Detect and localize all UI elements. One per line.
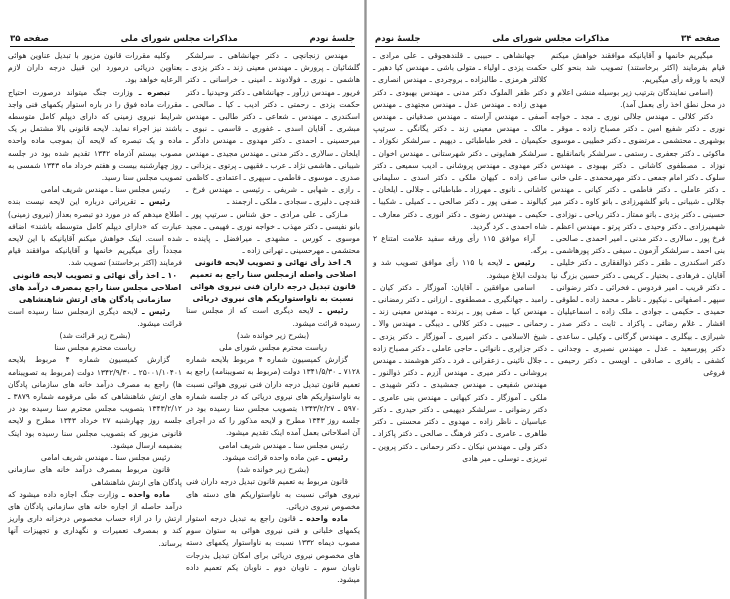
paragraph-text: لایحه با ۱۱۵ رأی موافق تصویب شد و بدولت ابلاغ میشود. [373, 258, 547, 280]
speaker-label: رئیس ـ [318, 306, 349, 316]
paragraph-text: وزارت جنگ میتواند درصورت احتیاج مقررات ماده فوق را در باره استوار یکمهای فنی واجد شرایط نیروی زمینی که دارای دیپلم کامل متوسطه باشند نیز اجراء نماید. لایحه قانونی بالا مشتمل بر یک ماده و یک تبصره که لایحه آن بموجب ماده واحده مصوب بیستم آذرماه ۱۳۴۲ تقدیم شده بود در جلسه روز چهارشنبه بیست و هفتم خرداد ماه ۱۳۴۳ شمسی به تصویب مجلس سنا رسید. [8, 87, 182, 183]
paragraph-text: مـازکی ـ علی مرادی ـ حق شناس ـ سرتیپ پور ـ بانو نفیسی ـ دکتر مهذب ـ خواجه نوری ـ فهیمی ـ مجید موسوی ـ کورس ـ مشهدی ـ میرافضل ـ پاینده ـ محتشمی ـ مهرحسینی ـ تهرانی زاده ـ [186, 209, 360, 256]
paragraph [186, 50, 360, 209]
paragraph [8, 452, 182, 464]
page-header [10, 30, 355, 47]
section-heading [8, 270, 182, 306]
paragraph-text: میگیریم خانمها و آقایانیکه موافقند خواهش میکنم قیام بفرمایند (اکثر برخاستند) تصویب شد بنحو کلی لایحه با ورقه رأی میگیریم. [551, 51, 725, 85]
centered-note [186, 464, 360, 476]
paragraph-text: گزارش کمیسیون شماره ۴ مربوط بلایحه ۲۵۰۰۱/۱۰۴۰۱ ـ ۱۳۴۲/۹/۳۰ دولت (مربوط به تصویبنامه ها) راجع به مصرف درآمد خانه های سازمانی پادگان های ارتش شاهنشاهی که طی مرقومه شماره ۳۸۷۹ ـ ۱۳۴۳/۲/۱۲ بتصویب مجلس محترم سنا رسیده بود در جلسه روز چهارشنبه ۲۷ خرداد ۱۳۴۳ مطرح و لایحه قانونی مزبور که بتصویب مجلس سنا رسیده بود اینک بضمیمه ارسال میشود. [8, 355, 182, 450]
speaker-label: رئیس ـ [141, 197, 170, 207]
centered-note [8, 342, 182, 354]
paragraph-text: لایحه دیگری است که از مجلس سنا رسیده قرائت میشود. [186, 306, 360, 328]
paragraph [186, 209, 360, 258]
paragraph [186, 440, 360, 452]
paragraph-text: وزارت جنگ اجازه داده میشود که درآمد حاصله از اجاره خانه های سازمانی پادگان های ارتش را در ازاء حساب مخصوص درخزانه داری واریز کند و بمصرف تعمیرات و نگهداری و تجهیزات آنها برساند. [8, 489, 182, 548]
speaker-label: ماده واحده ـ [299, 513, 348, 523]
publication-title: مذاکرات مجلس شورای ملی [492, 34, 610, 44]
speaker-label: ماده واحده ـ [121, 489, 170, 499]
centered-note [186, 342, 360, 354]
book-gutter [364, 0, 367, 599]
speaker-label: رئیس ـ [506, 258, 536, 268]
centered-note [186, 330, 360, 342]
paragraph [373, 233, 547, 257]
session-label: جلسهٔ نودم [309, 34, 355, 44]
session-label: جلسهٔ نودم [375, 34, 421, 44]
paragraph-text: (بشرح زیر خوانده شد) [236, 465, 310, 475]
page-number: صفحه ۳۵ [10, 34, 49, 44]
paragraph-text: دکتر کلالی ـ مهندس جلالی نوری ـ مجد ـ خواجه نوری ـ دکتر شفیع امین ـ دکتر مصباح زاده ـ موقر ـ بوشهری ـ محتشمی ـ مرتضوی ـ دکتر خطیبی ـ موسوی ماکوئی ـ دکتر جعفری ـ رستمی ـ سرلشکر باتمانقلیچ ـ نوزاد ـ مصطفوی کاشانی ـ دکتر بهبودی ـ مهندس سلوک ـ دکتر امام جمعی ـ دکتر مهرمحمدی ـ علی خانی ـ دکتر عاملی ـ دکتر فاطمی ـ دکتر کیانی ـ مهندس جلالی ـ شیبانی ـ باتو گلشهرزادی ـ باتو کاوه ـ دکتر میر حسینی ـ دکتر یزدی ـ باتو ممتاز ـ دکتر ریاحی ـ نوزادی ـ شهمیرزادی ـ دکتر وحیدی ـ دکتر پرتو ـ مهندس اعظم ـ فرخ پور ـ سالاری ـ دکتر مدنی ـ امیر احمدی ـ صالحی ـ بنی احمد ـ سرلشکر آزمون ـ سیفی ـ دکتر پورهاشمی ـ دکتر اسکندری ـ ظفر ـ دکتر ذوالفقاری ـ دکتر خلیلی ـ آقایان ـ فرهادی ـ بختیار ـ کریمی ـ دکتر حسین بزرگ نیا ـ دکتر قریب ـ امیر فردوس ـ فخرائی ـ دکتر رضوانی ـ سپهر ـ اصفهانی ـ نیکپور ـ ناظر ـ محمد زاده ـ لطوفی ـ حمیدی ـ حکیمی ـ جوادی ـ ملک زاده ـ اسماعیلیان ـ افشار ـ غلام رضائی ـ پاکزاد ـ ثابت ـ دکتر صدر ـ شیرازی ـ بیگلری ـ مهندس گرگانی ـ وکیلی ـ ساعدی ـ دکتر پورسعید ـ عدل ـ مهندس نصیری ـ وجدانی ـ کشفی ـ باقری ـ صادقی ـ اویسی ـ دکتر رحیمی ـ فروغی [551, 112, 725, 378]
paragraph-text: مهندس زنجانچی ـ دکتر جهانشاهی ـ سرلشکر گلشائیان ـ پرورش ـ مهندس معینی زند ـ دکتر یزدی ـ هاشمی ـ نوری ـ فولادوند ـ امینی ـ خراسانی ـ دکتر فریور ـ مهندس زرآور ـ جهانشاهی ـ دکتر وحیدنیا ـ دکتر حکمت یزدی ـ رحمتی ـ دکتر ادیب ـ کیا ـ صالحی ـ اسکندری ـ مهندس ـ شعاعی ـ دکتر طالبی ـ مهندس مبشری ـ آقایان اسدی ـ غفوری ـ قاسمی ـ نبوی ـ میرحسینی ـ احمدی ـ دکتر مهدوی ـ مهندس دادگر ـ ایلخان ـ سالاری ـ دکتر مدنی ـ مهندس مجیدی ـ مهندس شیبانی ـ هاشمی نژاد ـ عرب ـ فقیهی ـ پرتوی ـ یزدانی ـ صدری ـ موسوی ـ فاطمی ـ سپهری ـ اعتمادی ـ کاظمی ـ رازی ـ شهابی ـ شریفی ـ رئیسی ـ مهندس فرخ ـ قندچی ـ دلیری ـ سجادی ـ ملکی ـ ارجمند ـ [186, 51, 360, 207]
speaker-label: تبصره ـ [138, 87, 170, 97]
paragraph [186, 513, 360, 586]
paragraph-text: قانون مربوط بمصرف درآمد خانه های سازمانی پادگان های ارتش شاهنشاهی [8, 465, 182, 487]
text-column-left [373, 50, 547, 465]
paragraph-text: (بشرح زیر خوانده شد) [236, 330, 310, 340]
paragraph-text: آراء موافق ۱۱۵ رأی ورقه سفید علامت امتناع ۲ برگه. [373, 234, 547, 256]
paragraph-text: تقریراتی درباره این لایحه نیست بنده اطلاع میدهم که در مورد دو تبصره بعداز (نیروی زمینی) عبارت که «دارای دیپلم کامل متوسطه باشند» اضافه شده است. اینک خواهش میکنم آقایانیکه با این لایحه مجدداً رأی میگیریم خانمها و آقایانیکه موافقند قیام فرمایند (اکثر برخاستند) تصویب شد. [8, 197, 182, 268]
paragraph-text: (اسامی نمایندگان بترتیب زیر بوسیله منشی اعلام و در محل نطق اخذ رأی بعمل آمد). [551, 87, 725, 109]
text-column-right [186, 50, 360, 586]
speaker-label: رئیس ـ [321, 452, 348, 462]
paragraph-text: رئیس مجلس سنا ـ مهندس شریف امامی [218, 440, 348, 450]
paragraph-text: ۹ـ اخذ رأی نهائی و تصویب لایحه قانونی اصلاحی واصله ازمجلس سنا راجع به تعمیم قانون تبدیل درجه داران فنی نیروی هوائی نسبت به ناواستواریکم های نیروی دریائی [189, 258, 357, 304]
paragraph [551, 87, 725, 111]
paragraph [8, 87, 182, 185]
text-column-left [8, 50, 182, 550]
page-header [375, 30, 720, 47]
paragraph [8, 306, 182, 330]
paragraph-text: اسامی موافقین ـ آقایان: آموزگار ـ دکتر کیان ـ رامبد ـ جهانگیری ـ مصطفوی ـ ارزانی ـ دکتر رمضانی ـ مهندس کیا ـ صفی پور ـ برنده ـ مهندس معینی زند ـ رحمانی ـ حبیبی ـ دکتر کلالی ـ دیبگی ـ مهندس والا ـ شیخ الاسلامی ـ دکتر امیری ـ آموزگار ـ دکتر یزدی ـ دکتر جزایری ـ نانوائی ـ حاجی عاملی ـ دکتر مصباح زاده ـ جلال نائینی ـ زعفرانی ـ فرد ـ دکتر هوشمند ـ مهندس بروشانی ـ دکتر میری ـ مهندس آزرم ـ دکتر ذوالنور ـ مهندس شفیعی ـ مهندس جمشیدی ـ دکتر شهیدی ـ ملکی ـ آموزگار ـ دکتر کیهانی ـ مهندس بنی عامری ـ دکتر رضوانی ـ سرلشکر دیهیمی ـ دکتر حیدری ـ دکتر عباسیان ـ ناظر زاده ـ مهدوی ـ دکتر محسنی ـ دکتر طاهری ـ عامری ـ دکتر فرهنگ ـ صالحی ـ دکتر پاکزاد ـ دکتر ولی ـ مهندس نیکان ـ دکتر رحمانی ـ دکتر پروین ـ تبریزی ـ توسلی ـ میر هادی [373, 282, 547, 463]
paragraph [8, 354, 182, 452]
paragraph [373, 282, 547, 465]
paragraph [551, 50, 725, 87]
paragraph [186, 452, 360, 464]
paragraph-text: رئیس مجلس سنا ـ مهندس شریف امامی [40, 185, 170, 195]
text-column-right [551, 50, 725, 379]
section-heading [186, 257, 360, 305]
publication-title: مذاکرات مجلس شورای ملی [120, 34, 238, 44]
paragraph-text: وکلیه مقررات قانون مزبور با تبدیل عناوین هوائی بعناوین دریائی درمورد این قبیل درجه داران لازم الرعایه خواهد بود. [8, 51, 182, 85]
paragraph-text: (بشرح زیر قرائت شد) [59, 331, 131, 341]
paragraph-text: عین ماده واحده قرائت میشود. [222, 452, 322, 462]
paragraph [8, 196, 182, 269]
paragraph [8, 50, 182, 87]
paragraph-text: رئیس مجلس سنا ـ مهندس شریف امامی [40, 453, 170, 463]
paragraph-text: ریاست محترم مجلس سنا [54, 343, 136, 353]
page-number: صفحه ۳۴ [681, 34, 720, 44]
paragraph-text: لایحه دیگری ازمجلس سنا رسیده است قرائت میشود. [8, 306, 182, 328]
paragraph-text: ۱۰ ـ اخذ رأی نهائی و تصویب لایحه قانونی اصلاحی مجلس سنا راجع بمصرف درآمد های سازمانی پادگان های ارتش شاهنشاهی [8, 270, 182, 304]
paragraph-text: قانون مربوط به تعمیم قانون تبدیل درجه داران فنی نیروی هوائی نسبت به ناواستواریکم های دسته های مخصوص نیروی دریائی. [186, 477, 360, 511]
paragraph [373, 50, 547, 233]
paragraph-text: ریاست محترم مجلس شورای ملی [219, 343, 327, 353]
paragraph-text: قانون راجع به تبدیل درجه استوار یکمهای خلبانی و فنی نیروی هوائی به ستوان سوم مصوب دیماه ۱۳۳۲ نسبت به ناواستوار یکمهای دسته های مخصوص نیروی دریائی برای امکان تبدیل بدرجات ناوبان سوم ـ ناوبان دوم ـ ناوبان یکم تعمیم داده میشود. [186, 513, 360, 584]
paragraph [186, 476, 360, 513]
paragraph [186, 305, 360, 329]
paragraph [8, 184, 182, 196]
paragraph [551, 111, 725, 379]
paragraph [373, 257, 547, 281]
centered-note [8, 330, 182, 342]
paragraph [186, 354, 360, 439]
speaker-label: رئیس ـ [142, 306, 170, 316]
paragraph [8, 489, 182, 550]
paragraph-text: گزارش کمیسیون شماره ۴ مربوط بلایحه شماره ۷۱۲۸ ـ ۱۳۴۱/۵/۳۰ دولت (مربوط به تصویبنامه) راجع به تعمیم قانون تبدیل درجه داران فنی نیروی هوائی نسبت به ناواستواریکم های نیروی دریائی که در جلسه شماره ۵۹۷۰ ـ ۱۳۴۳/۲/۲۷ بتصویب مجلس سنا رسیده بود در جلسه روز ۱۳۴۳ مطرح و لایحه مذکور را که در اجرای آن اصلاحاتی بعمل آمده اینک تقدیم میشود. [186, 355, 360, 438]
paragraph [8, 464, 182, 488]
paragraph-text: جهانشاهی ـ حبیبی ـ قلندهجوقی ـ علی مرادی ـ حکمت یزدی ـ اولیاء ـ متولی باشی ـ مهندس کیا دهیر ـ کلالتر هرمزی ـ طالبزاده ـ بروجردی ـ مهندس انصاری ـ دکتر ظفر الملوک دکتر مدنی ـ مهندس بهبودی ـ دکتر مهدی زاده ـ مهندس عدل ـ مهندس مجتهدی ـ مهندس آصفی ـ مهندس آراسته ـ مهندس صدقیانی ـ مهندس مالک ـ مهندس معینی زند ـ دکتر یگانگی ـ سرتیپ حکیمیان ـ فخر طباطبائی ـ دیهیم ـ سرلشکر نکوزاد ـ سرلشکر همایونی ـ دکتر شهرستانی ـ مهندس اخوان ـ دکتر مهدوی ـ مهندس پروشانی ـ ادیب سمیعی ـ دکتر ساعی زاده ـ کیهان ملکی ـ دکتر اسدی ـ سلیمانی کاشانی ـ نانوی ـ مهرزاد ـ طباطبائی ـ جلالی ـ ایلخان ـ کبالوند ـ صفی پور ـ دکتر صالحی ـ ـ کمیلی ـ شکیبا ـ حکیمی ـ مهندس رضوی ـ دکتر انوری ـ دکتر معارف ـ شاه احمدی ـ کرد گردید. [373, 51, 547, 231]
